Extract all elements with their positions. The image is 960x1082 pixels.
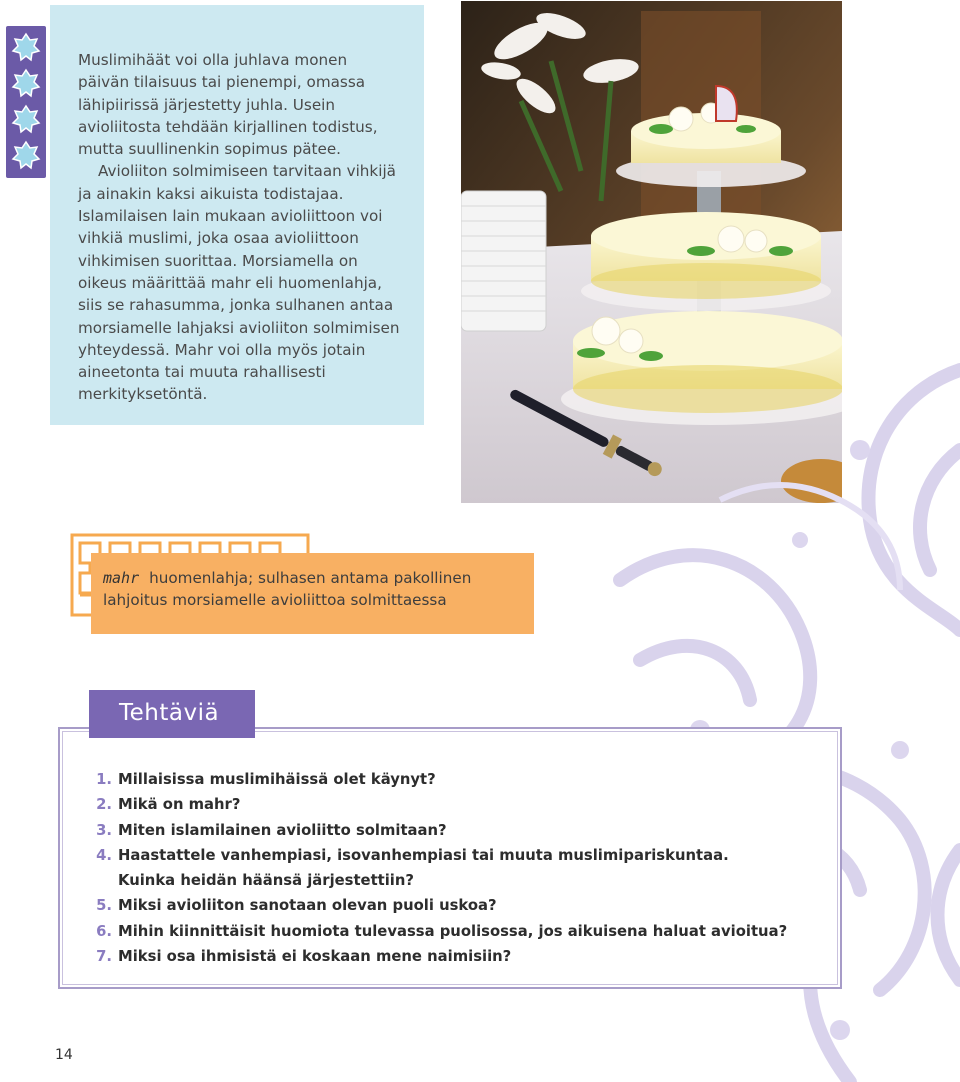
- info-paragraph-2: Avioliiton solmimiseen tarvitaan vihkijä ja ainakin kaksi aikuista todistajaa. Islamilaisen lain mukaan avioliittoon voi vihkiä muslimi, joka osaa avioliittoon vihkimisen suorittaa. Morsiamella on oikeus määrittää mahr eli huomenlahja, siis se rahasumma, jonka sulhanen antaa morsiamelle lahjaksi avioliiton solmimisen yhteydessä. Mahr voi olla myös jotain aineetonta tai muuta rahallisesti merkityksetöntä.: [78, 162, 400, 404]
- term-word: mahr: [103, 569, 140, 587]
- task-number: 5.: [96, 897, 112, 915]
- info-paragraph-1: Muslimihäät voi olla juhlava monen päivän tilaisuus tai pienempi, omassa lähipiirissä järjestetty juhla. Usein avioliitosta tehdään kirjallinen todistus, mutta suullinenkin sopimus pätee.: [78, 51, 378, 159]
- task-text: Miten islamilainen avioliitto solmitaan?: [118, 821, 447, 839]
- task-text: Millaisissa muslimihäissä olet käynyt?: [118, 771, 436, 788]
- task-number: 4.: [96, 846, 112, 864]
- task-number: 2.: [96, 796, 112, 814]
- star-pattern-icon: [6, 26, 46, 178]
- task-item: [86, 818, 826, 843]
- task-text: Kuinka heidän häänsä järjestettiin?: [118, 872, 414, 890]
- star-ornament-strip: [6, 26, 46, 178]
- task-item: [86, 792, 826, 817]
- term-definition-line-2: lahjoitus morsiamelle avioliittoa solmittaessa: [103, 591, 447, 609]
- task-number: 6.: [96, 922, 112, 940]
- task-item: [86, 944, 826, 969]
- term-definition-line-1: huomenlahja; sulhasen antama pakollinen: [149, 569, 472, 587]
- task-number: [86, 868, 118, 893]
- task-number: 7.: [96, 948, 112, 966]
- tasks-box: [58, 727, 842, 989]
- task-item-continued: [86, 868, 826, 893]
- term-definition-box: [91, 553, 534, 634]
- task-text: Miksi osa ihmisistä ei koskaan mene naimisiin?: [118, 948, 512, 966]
- task-item: [86, 767, 826, 792]
- task-item: [86, 893, 826, 918]
- page-number: 14: [55, 1047, 73, 1063]
- tasks-heading: Tehtäviä: [89, 690, 255, 738]
- task-list: [86, 767, 826, 969]
- task-text: Mikä on mahr?: [118, 796, 241, 814]
- task-number: 1.: [96, 771, 112, 788]
- info-text-box: [50, 5, 424, 425]
- term-line-1: [103, 567, 524, 589]
- task-item: [86, 843, 826, 868]
- task-number: 3.: [96, 821, 112, 839]
- task-text: Mihin kiinnittäisit huomiota tulevassa puolisossa, jos aikuisena haluat avioitua?: [118, 922, 788, 940]
- task-text: Miksi avioliiton sanotaan olevan puoli uskoa?: [118, 897, 497, 915]
- task-text: Haastattele vanhempiasi, isovanhempiasi tai muuta muslimipariskuntaa.: [118, 846, 729, 864]
- task-item: [86, 919, 826, 944]
